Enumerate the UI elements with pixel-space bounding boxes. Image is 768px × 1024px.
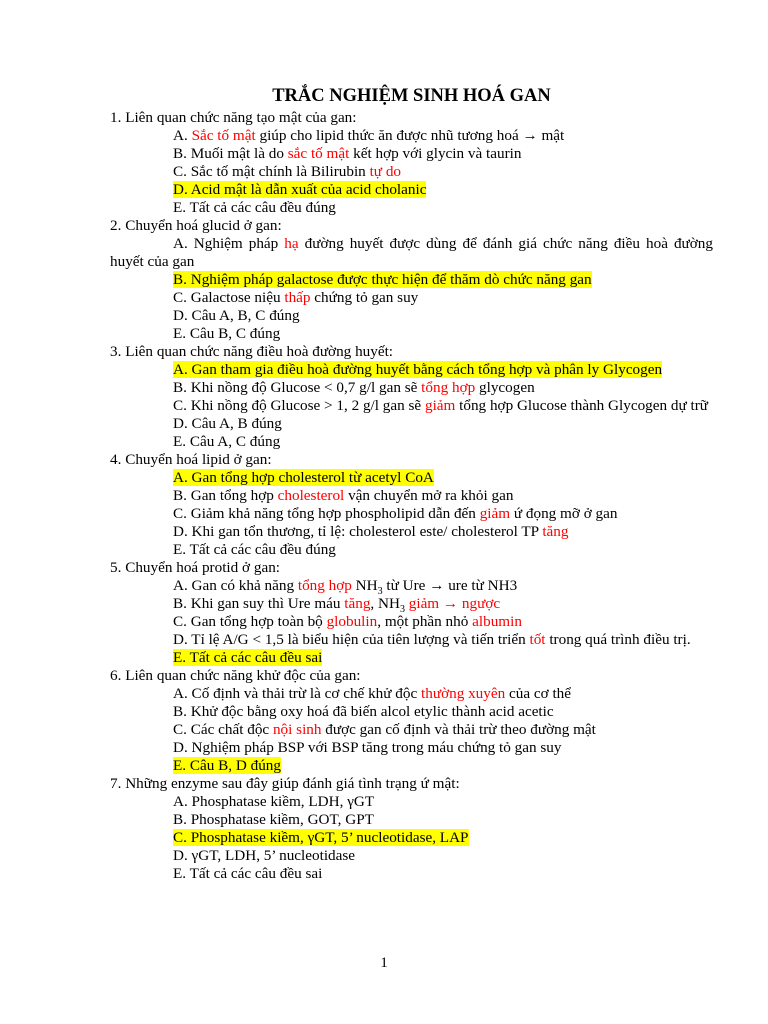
question-4-option-e [110, 541, 713, 559]
question-1-option-b [110, 145, 713, 163]
option-text: C. Galactose niệu [173, 289, 285, 306]
option-text: D. Khi gan tổn thương, tỉ lệ: cholesterol este/ cholesterol TP [173, 523, 543, 540]
emphasis-text: tổng hợp [421, 379, 476, 396]
option-text: B. Khi gan suy thì Ure máu [173, 595, 345, 612]
question-5-stem: 5. Chuyển hoá protid ở gan: [110, 559, 281, 576]
question-1-stem: 1. Liên quan chức năng tạo mật của gan: [110, 109, 357, 126]
option-text: B. Phosphatase kiềm, GOT, GPT [173, 811, 374, 828]
option-text: , một phần nhỏ [377, 613, 473, 630]
option-text: kết hợp với glycin và taurin [349, 145, 522, 162]
option-text: A. Phosphatase kiềm, LDH, γGT [173, 793, 375, 810]
option-text: A. [173, 127, 192, 144]
option-text: D. γGT, LDH, 5’ nucleotidase [173, 847, 356, 864]
option-text: D. Câu A, B, C đúng [173, 307, 300, 324]
option-text: E. Tất cả các câu đều sai [173, 649, 323, 666]
question-6-option-d [110, 739, 713, 757]
option-text: A. Gan có khả năng [173, 577, 298, 594]
option-text: của cơ thể [505, 685, 572, 702]
option-text: E. Tất cả các câu đều sai [173, 865, 323, 882]
option-text: được gan cố định và thải trừ theo đường mật [321, 721, 596, 738]
emphasis-text: tự do [369, 163, 402, 180]
question-1-option-a [110, 127, 713, 145]
option-text: A. Nghiệm pháp [173, 235, 285, 252]
question-7-option-a [110, 793, 713, 811]
question-7-option-b [110, 811, 713, 829]
option-text: 3 [377, 586, 383, 598]
question-7-option-e [110, 865, 713, 883]
emphasis-text: globulin [326, 613, 378, 630]
question-7-option-c [110, 829, 713, 847]
answer-highlight [173, 649, 322, 666]
option-text: B. Nghiệm pháp galactose được thực hiện để thăm dò chức năng gan [173, 271, 592, 288]
option-text: B. Muối mật là do [173, 145, 288, 162]
option-text: vận chuyển mở ra khỏi gan [344, 487, 514, 504]
answer-highlight [173, 181, 426, 198]
question-1-option-c [110, 163, 713, 181]
option-text: B. Gan tổng hợp [173, 487, 278, 504]
question-2-option-a [110, 235, 713, 271]
question-6-option-c [110, 721, 713, 739]
question-list [110, 109, 713, 883]
option-text: từ Ure → ure từ NH3 [382, 577, 518, 594]
option-text: 3 [399, 604, 405, 616]
emphasis-text: giảm [424, 397, 456, 414]
emphasis-text: thấp [284, 289, 311, 306]
answer-highlight [173, 829, 469, 846]
question-3-option-a [110, 361, 713, 379]
option-text: tổng hợp Glucose thành Glycogen dự trữ [455, 397, 709, 414]
option-text: E. Tất cả các câu đều đúng [173, 541, 336, 558]
option-text: A. Gan tổng hợp cholesterol từ acetyl CoA [173, 469, 434, 486]
option-text: B. Khi nồng độ Glucose < 0,7 g/l gan sẽ [173, 379, 422, 396]
option-text: A. Cố định và thải trừ là cơ chế khử độc [173, 685, 422, 702]
question-2-option-b [110, 271, 713, 289]
option-text: C. Các chất độc [173, 721, 273, 738]
question-4-stem: 4. Chuyển hoá lipid ở gan: [110, 451, 272, 468]
question-5-option-a [110, 577, 713, 598]
question-2-option-e [110, 325, 713, 343]
document-page [110, 85, 713, 883]
answer-highlight [173, 271, 592, 288]
option-text: E. Câu B, D đúng [173, 757, 281, 774]
question-6-option-b [110, 703, 713, 721]
option-text: C. Khi nồng độ Glucose > 1, 2 g/l gan sẽ [173, 397, 425, 414]
page-number: 1 [380, 954, 388, 971]
question-6-option-a [110, 685, 713, 703]
emphasis-text: giảm → ngược [408, 595, 501, 612]
question-6-stem: 6. Liên quan chức năng khử độc của gan: [110, 667, 361, 684]
option-text: D. Tỉ lệ A/G < 1,5 là biểu hiện của tiên lượng và tiến triển [173, 631, 530, 648]
question-3-option-b [110, 379, 713, 397]
option-text: C. Gan tổng hợp toàn bộ [173, 613, 327, 630]
option-text: chứng tỏ gan suy [310, 289, 419, 306]
page-title: TRẮC NGHIỆM SINH HOÁ GAN [272, 86, 551, 106]
question-3-stem: 3. Liên quan chức năng điều hoà đường huyết: [110, 343, 394, 360]
option-text: E. Câu B, C đúng [173, 325, 281, 342]
option-text: C. Sắc tố mật chính là Bilirubin [173, 163, 370, 180]
question-4-option-b [110, 487, 713, 505]
option-text: giúp cho lipid thức ăn được nhũ tương hoá → mật [255, 127, 565, 144]
question-2-option-c [110, 289, 713, 307]
emphasis-text: nội sinh [272, 721, 322, 738]
option-text: glycogen [475, 379, 535, 396]
emphasis-text: tổng hợp [297, 577, 352, 594]
option-text: E. Tất cả các câu đều đúng [173, 199, 336, 216]
answer-highlight [173, 361, 662, 378]
question-2-option-d [110, 307, 713, 325]
option-text: D. Câu A, B đúng [173, 415, 282, 432]
question-4-option-a [110, 469, 713, 487]
option-text: trong quá trình điều trị. [545, 631, 691, 648]
question-4-option-c [110, 505, 713, 523]
emphasis-text: tốt [529, 631, 546, 648]
question-5-option-c [110, 613, 713, 631]
option-text: D. Acid mật là dẫn xuất của acid cholanic [173, 181, 427, 198]
answer-highlight [173, 757, 281, 774]
question-5-option-d [110, 631, 713, 649]
option-text: C. Giảm khả năng tổng hợp phospholipid dẫn đến [173, 505, 480, 522]
question-3-option-c [110, 397, 713, 415]
option-text: D. Nghiệm pháp BSP với BSP tăng trong máu chứng tỏ gan suy [173, 739, 562, 756]
emphasis-text: tăng [542, 523, 569, 540]
emphasis-text: giảm [479, 505, 511, 522]
question-1-option-d [110, 181, 713, 199]
question-5-option-b [110, 595, 713, 616]
question-4-option-d [110, 523, 713, 541]
option-text: NH [351, 577, 378, 594]
option-text: A. Gan tham gia điều hoà đường huyết bằng cách tổng hợp và phân ly Glycogen [173, 361, 663, 378]
emphasis-text: Sắc tố mật [191, 127, 256, 144]
emphasis-text: cholesterol [277, 487, 345, 504]
option-text: E. Câu A, C đúng [173, 433, 281, 450]
question-2-stem: 2. Chuyển hoá glucid ở gan: [110, 217, 282, 234]
question-7-stem: 7. Những enzyme sau đây giúp đánh giá tình trạng ứ mật: [110, 775, 460, 792]
question-6-option-e [110, 757, 713, 775]
option-text: ứ đọng mỡ ở gan [510, 505, 618, 522]
question-1-option-e [110, 199, 713, 217]
question-7-option-d [110, 847, 713, 865]
emphasis-text: sắc tố mật [287, 145, 350, 162]
option-text: , NH [370, 595, 400, 612]
answer-highlight [173, 469, 434, 486]
question-5-option-e [110, 649, 713, 667]
option-text: C. Phosphatase kiềm, γGT, 5’ nucleotidase, LAP [173, 829, 469, 846]
option-text: B. Khử độc bằng oxy hoá đã biến alcol etylic thành acid acetic [173, 703, 554, 720]
emphasis-text: hạ [284, 235, 299, 252]
question-3-option-d [110, 415, 713, 433]
question-3-option-e [110, 433, 713, 451]
emphasis-text: tăng [344, 595, 371, 612]
option-text: đường huyết được dùng để đánh giá chức năng điều hoà đường huyết của gan [110, 235, 713, 270]
emphasis-text: albumin [472, 613, 522, 630]
emphasis-text: thường xuyên [421, 685, 506, 702]
